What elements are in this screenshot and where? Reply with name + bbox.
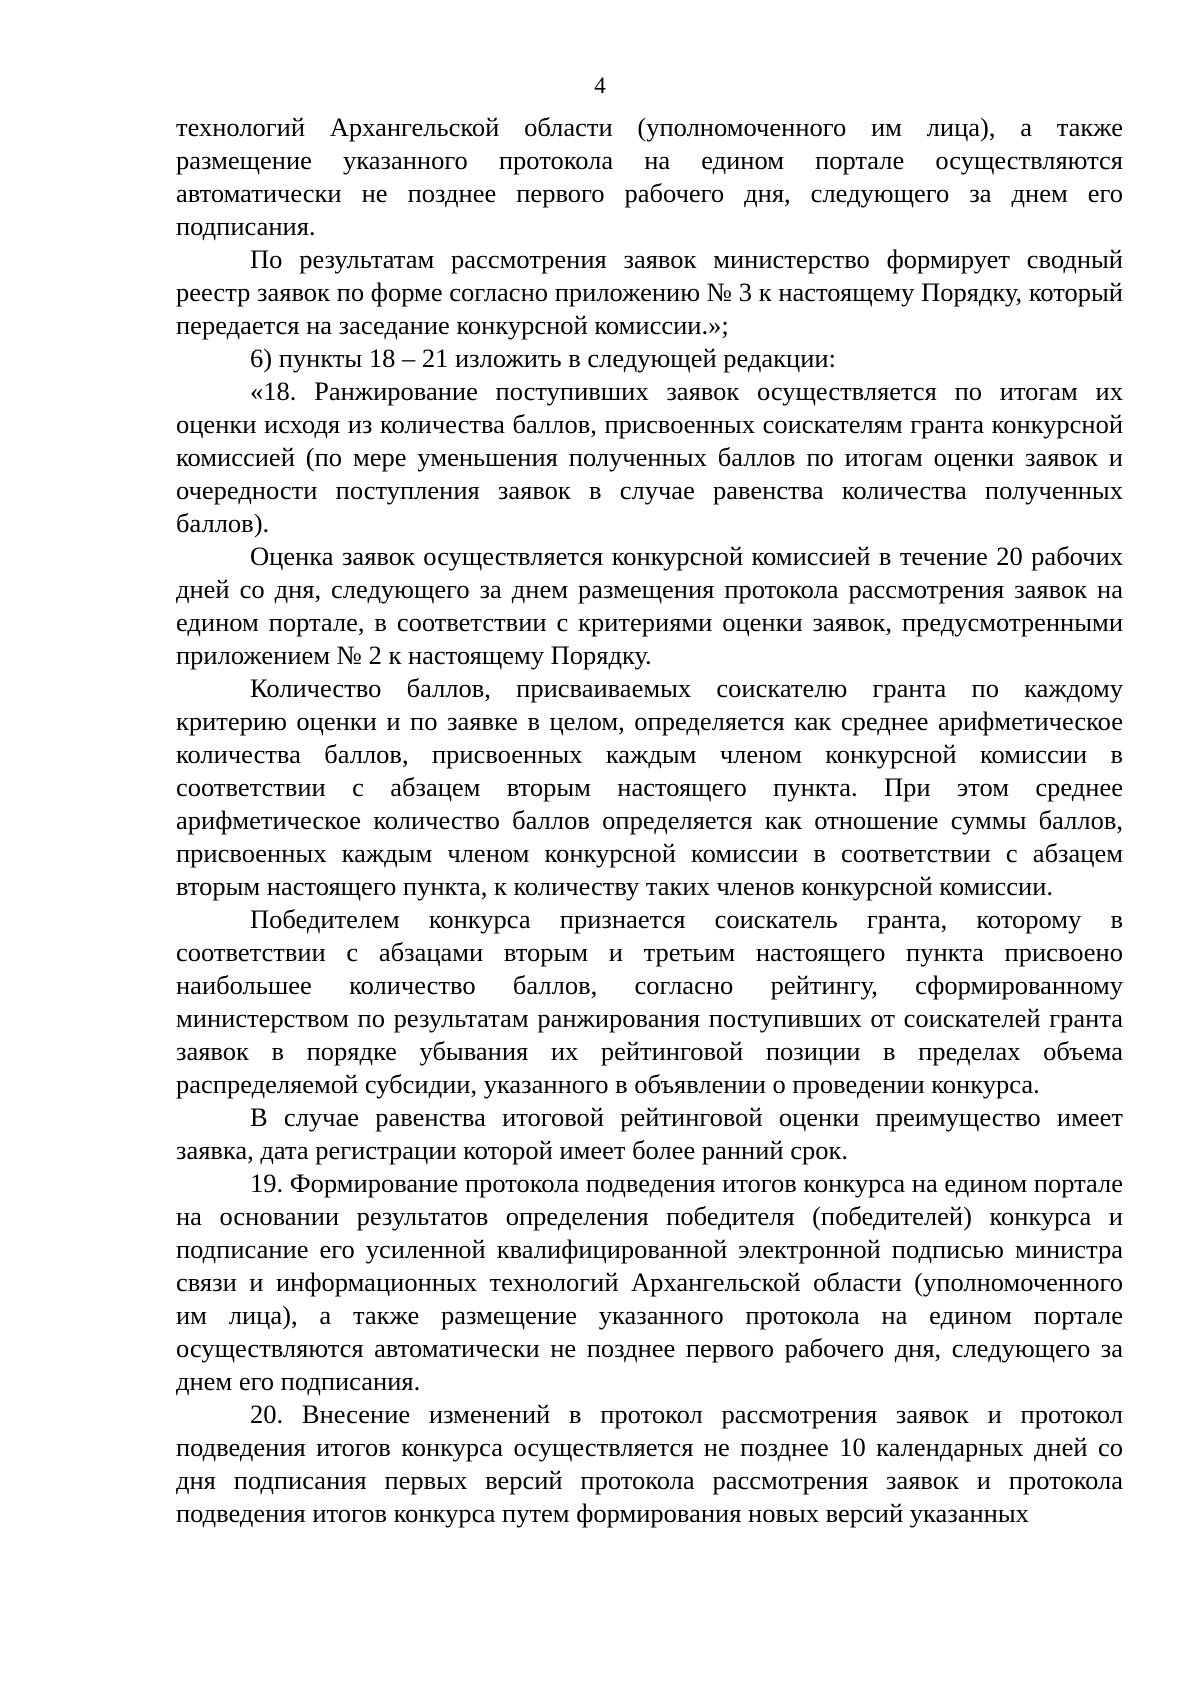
paragraph-3: 6) пункты 18 – 21 изложить в следующей редакции: — [250, 343, 836, 373]
page-number: 4 — [594, 73, 606, 98]
paragraph-5: Оценка заявок осуществляется конкурсной комиссией в течение 20 рабочих дней со дня, следующего за днем размещения протокола рассмотрения заявок на едином портале, в соответствии с критериями оценки заявок, предусмотренными приложением № 2 к настоящему Порядку. — [176, 541, 1123, 670]
paragraph-2: По результатам рассмотрения заявок министерство формирует сводный реестр заявок по форме согласно приложению № 3 к настоящему Порядку, который передается на заседание конкурсной комиссии.»; — [176, 244, 1123, 340]
paragraph-4: «18. Ранжирование поступивших заявок осуществляется по итогам их оценки исходя из количества баллов, присвоенных соискателям гранта конкурсной комиссией (по мере уменьшения полученных баллов по итогам оценки заявок и очередности поступления заявок в случае равенства количества полученных баллов). — [176, 376, 1123, 538]
paragraph-1: технологий Архангельской области (уполномоченного им лица), а также размещение указанного протокола на едином портале осуществляются автоматически не позднее первого рабочего дня, следующего за днем его подписания. — [176, 112, 1123, 241]
paragraph-7: Победителем конкурса признается соискатель гранта, которому в соответствии с абзацами вторым и третьим настоящего пункта присвоено наибольшее количество баллов, согласно рейтингу, сформированному министерством по результатам ранжирования поступивших от соискателей гранта заявок в порядке убывания их рейтинговой позиции в пределах объема распределяемой субсидии, указанного в объявлении о проведении конкурса. — [176, 904, 1123, 1099]
paragraph-6: Количество баллов, присваиваемых соискателю гранта по каждому критерию оценки и по заявке в целом, определяется как среднее арифметическое количества баллов, присвоенных каждым членом конкурсной комиссии в соответствии с абзацем вторым настоящего пункта. При этом среднее арифметическое количество баллов определяется как отношение суммы баллов, присвоенных каждым членом конкурсной комиссии в соответствии с абзацем вторым настоящего пункта, к количеству таких членов конкурсной комиссии. — [176, 673, 1123, 901]
paragraph-8: В случае равенства итоговой рейтинговой оценки преимущество имеет заявка, дата регистрации которой имеет более ранний срок. — [176, 1102, 1123, 1165]
paragraph-9: 19. Формирование протокола подведения итогов конкурса на едином портале на основании результатов определения победителя (победителей) конкурса и подписание его усиленной квалифицированной электронной подписью министра связи и информационных технологий Архангельской области (уполномоченного им лица), а также размещение указанного протокола на едином портале осуществляются автоматически не позднее первого рабочего дня, следующего за днем его подписания. — [176, 1168, 1123, 1396]
paragraph-10: 20. Внесение изменений в протокол рассмотрения заявок и протокол подведения итогов конкурса осуществляется не позднее 10 календарных дней со дня подписания первых версий протокола рассмотрения заявок и протокола подведения итогов конкурса путем формирования новых версий указанных — [176, 1399, 1123, 1528]
document-body — [176, 111, 1123, 1530]
